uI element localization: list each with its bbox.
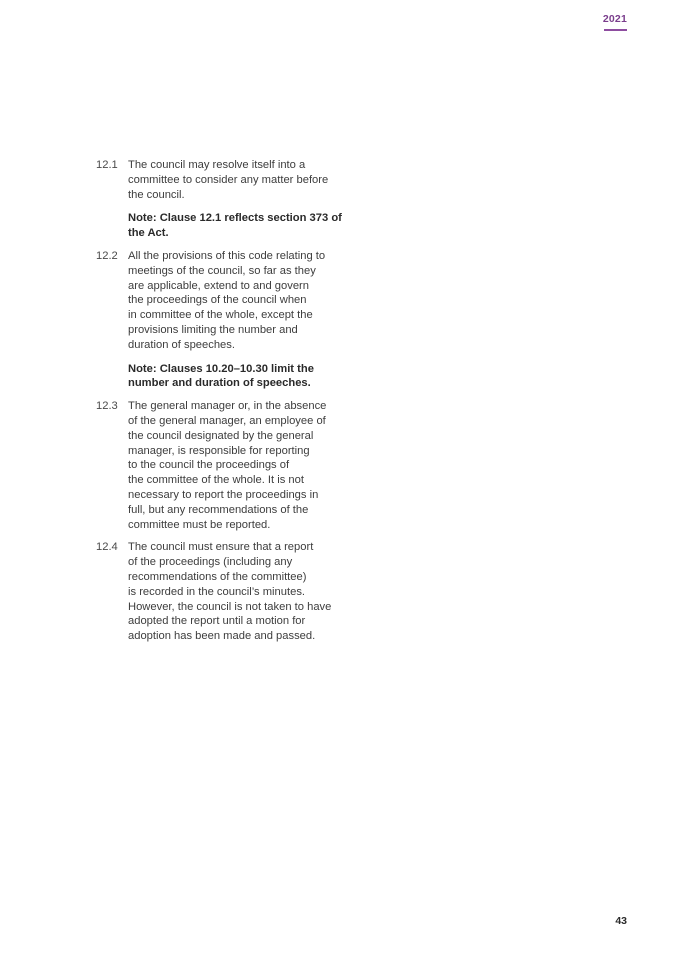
clause-body bbox=[128, 158, 366, 241]
clause-line: duration of speeches. bbox=[128, 338, 235, 351]
clause-line: However, the council is not taken to have bbox=[128, 600, 332, 613]
clause-line: of the general manager, an employee of bbox=[128, 414, 326, 427]
clause-12-2 bbox=[96, 249, 366, 391]
header-year: 2021 bbox=[602, 13, 627, 25]
note-line: number and duration of speeches. bbox=[128, 377, 311, 390]
note-line: the Act. bbox=[128, 227, 169, 240]
clause-note bbox=[128, 211, 366, 241]
clause-body bbox=[128, 540, 366, 644]
clause-number: 12.2 bbox=[96, 249, 118, 262]
clause-line: committee to consider any matter before bbox=[128, 173, 329, 186]
clause-line: in committee of the whole, except the bbox=[128, 309, 313, 322]
clause-line: provisions limiting the number and bbox=[128, 323, 298, 336]
clause-12-4 bbox=[96, 540, 366, 644]
clause-line: The council may resolve itself into a bbox=[128, 159, 306, 171]
clause-line: the proceedings of the council when bbox=[128, 294, 307, 307]
clause-line: adopted the report until a motion for bbox=[128, 615, 306, 628]
clause-body bbox=[128, 249, 366, 391]
clause-line: the council designated by the general bbox=[128, 429, 314, 442]
clauses-section bbox=[96, 158, 366, 652]
clause-text bbox=[128, 158, 366, 202]
page-number: 43 bbox=[615, 915, 627, 927]
clause-line: recommendations of the committee) bbox=[128, 570, 307, 583]
clause-line: The general manager or, in the absence bbox=[128, 400, 327, 413]
clause-line: to the council the proceedings of bbox=[128, 459, 290, 472]
clause-line: full, but any recommendations of the bbox=[128, 503, 309, 516]
clause-line: of the proceedings (including any bbox=[128, 556, 293, 569]
clause-text bbox=[128, 249, 366, 353]
clause-line: committee must be reported. bbox=[128, 518, 271, 531]
clause-line: the committee of the whole. It is not bbox=[128, 474, 304, 487]
clause-body bbox=[128, 399, 366, 532]
clause-line: necessary to report the proceedings in bbox=[128, 488, 319, 501]
clause-number: 12.1 bbox=[96, 159, 118, 171]
clause-line: the council. bbox=[128, 188, 185, 201]
clause-12-3 bbox=[96, 399, 366, 532]
note-line: Note: Clauses 10.20–10.30 limit the bbox=[128, 362, 314, 375]
clause-line: is recorded in the council’s minutes. bbox=[128, 585, 306, 598]
clause-line: adoption has been made and passed. bbox=[128, 630, 316, 643]
clause-line: All the provisions of this code relating to bbox=[128, 249, 326, 262]
clause-line: The council must ensure that a report bbox=[128, 541, 314, 554]
clause-12-1 bbox=[96, 158, 366, 241]
clause-text bbox=[128, 540, 366, 644]
clause-note bbox=[128, 362, 366, 392]
clause-line: meetings of the council, so far as they bbox=[128, 264, 316, 277]
clause-line: are applicable, extend to and govern bbox=[128, 279, 309, 292]
clause-text bbox=[128, 399, 366, 532]
clause-number: 12.3 bbox=[96, 400, 118, 413]
header-year-underline bbox=[604, 29, 627, 31]
clause-number: 12.4 bbox=[96, 541, 118, 554]
note-line: Note: Clause 12.1 reflects section 373 of bbox=[128, 212, 342, 225]
clause-line: manager, is responsible for reporting bbox=[128, 444, 310, 457]
